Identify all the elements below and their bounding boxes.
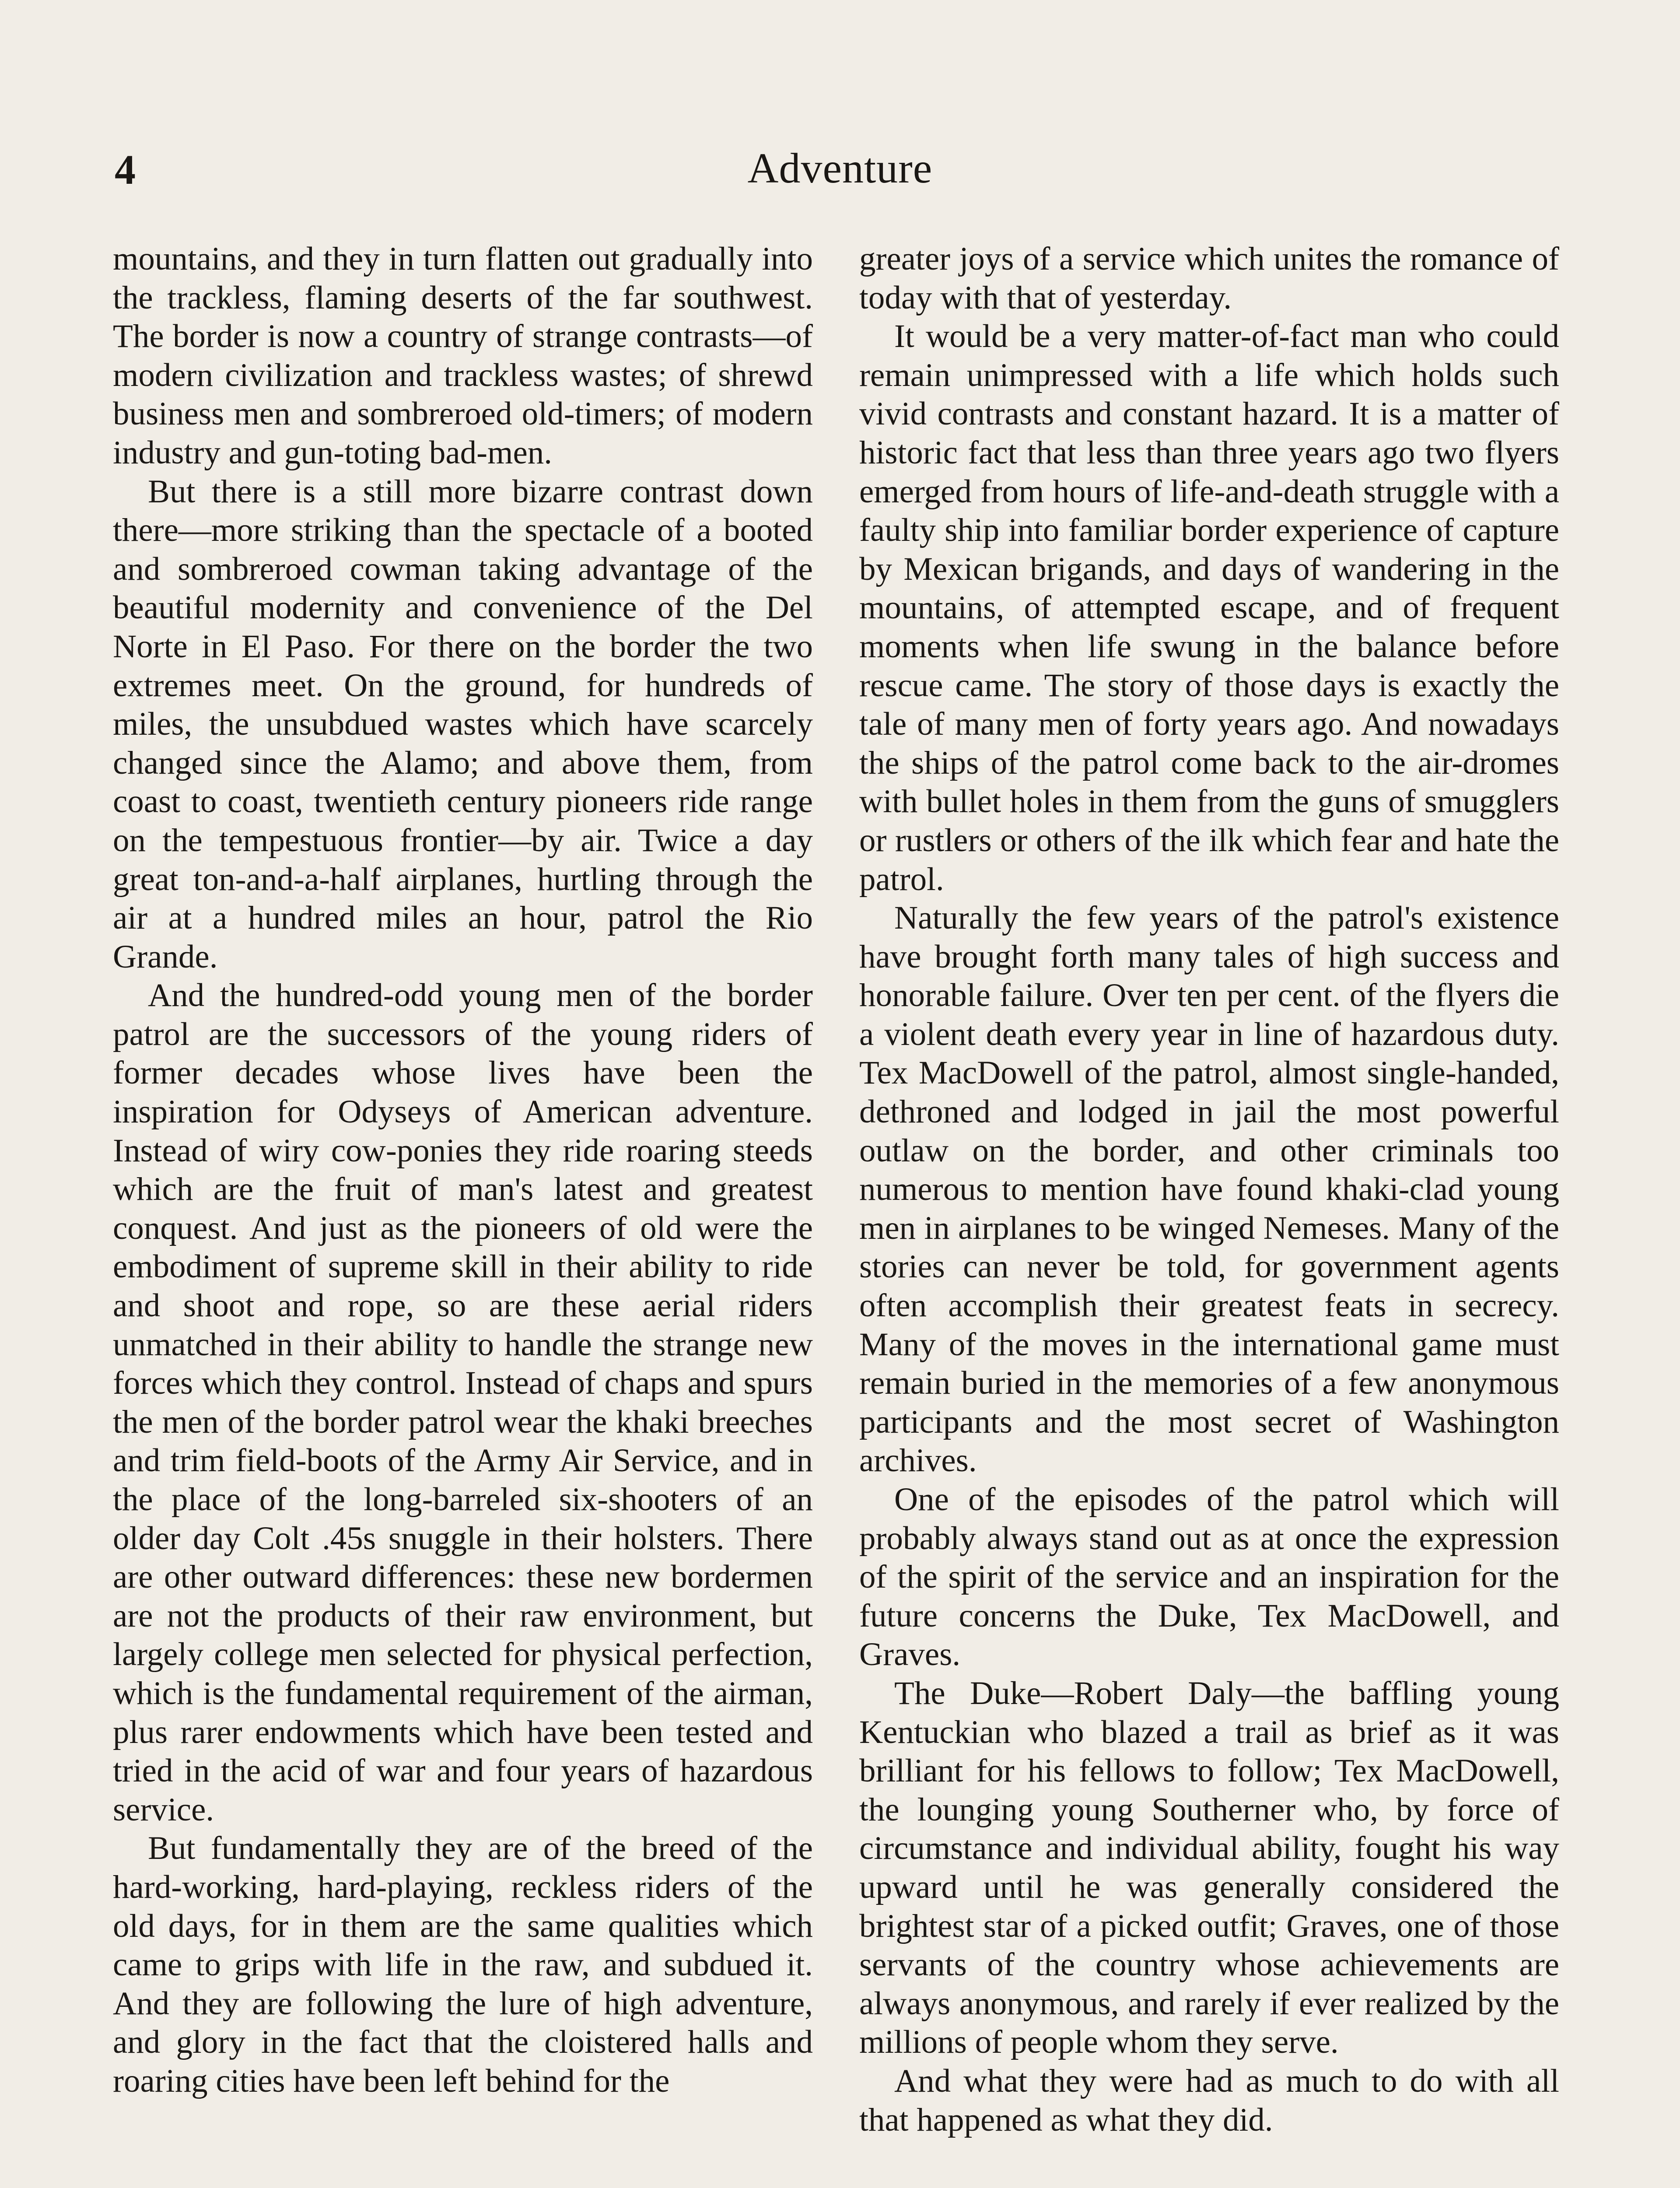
- paragraph: But fundamentally they are of the breed of the hard-working, hard-playing, reckless riders of the old days, for in them are the same qualities which came to grips with life in the raw, and subdued it. And they are following the lure of high adventure, and glory in the fact that the cloistered halls and roaring cities have been left behind for the: [113, 1830, 813, 2099]
- paragraph: greater joys of a service which unites the romance of today with that of yesterday.: [859, 241, 1559, 316]
- left-column: [113, 240, 813, 2101]
- paragraph: It would be a very matter-of-fact man who could remain unimpressed with a life which holds such vivid contrasts and constant hazard. It is a matter of historic fact that less than three years ago two flyers emerged from hours of life-and-death struggle with a faulty ship into familiar border experience of capture by Mexican brigands, and days of wandering in the mountains, of attempted escape, and of frequent moments when life swung in the balance before rescue came. The story of those days is exactly the tale of many men of forty years ago. And nowadays the ships of the patrol come back to the air-dromes with bullet holes in them from the guns of smugglers or rustlers or others of the ilk which fear and hate the patrol.: [859, 318, 1559, 898]
- page-number: 4: [115, 146, 136, 193]
- paragraph: mountains, and they in turn flatten out gradually into the trackless, flaming deserts of the far southwest. The border is now a country of strange contrasts—of modern civilization and trackless wastes; of shrewd business men and sombreroed old-timers; of modern industry and gun-toting bad-men.: [113, 241, 813, 471]
- paragraph: Naturally the few years of the patrol's existence have brought forth many tales of high success and honorable failure. Over ten per cent. of the flyers die a violent death every year in line of hazardous duty. Tex MacDowell of the patrol, almost single-handed, dethroned and lodged in jail the most powerful outlaw on the border, and other criminals too numerous to mention have found khaki-clad young men in airplanes to be winged Nemeses. Many of the stories can never be told, for government agents often accomplish their greatest feats in secrecy. Many of the moves in the international game must remain buried in the memories of a few anonymous participants and the most secret of Washington archives.: [859, 900, 1559, 1479]
- running-head: Adventure: [747, 145, 933, 192]
- paragraph: And the hundred-odd young men of the border patrol are the successors of the young riders of former decades whose lives have been the inspiration for Odyseys of American adventure. Instead of wiry cow-ponies they ride roaring steeds which are the fruit of man's latest and greatest conquest. And just as the pioneers of old were the embodiment of supreme skill in their ability to ride and shoot and rope, so are these aerial riders unmatched in their ability to handle the strange new forces which they control. Instead of chaps and spurs the men of the border patrol wear the khaki breeches and trim field-boots of the Army Air Service, and in the place of the long-barreled six-shooters of an older day Colt .45s snuggle in their holsters. There are other outward differences: these new bordermen are not the products of their raw environment, but largely college men selected for physical perfection, which is the fundamental requirement of the airman, plus rarer endowments which have been tested and tried in the acid of war and four years of hazardous service.: [113, 977, 813, 1828]
- paragraph: But there is a still more bizarre contrast down there—more striking than the spectacle of a booted and sombreroed cowman taking advantage of the beautiful modernity and convenience of the Del Norte in El Paso. For there on the border the two extremes meet. On the ground, for hundreds of miles, the unsubdued wastes which have scarcely changed since the Alamo; and above them, from coast to coast, twentieth century pioneers ride range on the tempestuous frontier—by air. Twice a day great ton-and-a-half airplanes, hurtling through the air at a hundred miles an hour, patrol the Rio Grande.: [113, 473, 813, 975]
- paragraph: The Duke—Robert Daly—the baffling young Kentuckian who blazed a trail as brief as it was brilliant for his fellows to follow; Tex MacDowell, the lounging young Southerner who, by force of circumstance and individual ability, fought his way upward until he was generally considered the brightest star of a picked outfit; Graves, one of those servants of the country whose achievements are always anonymous, and rarely if ever realized by the millions of people whom they serve.: [859, 1675, 1559, 2061]
- paragraph: One of the episodes of the patrol which will probably always stand out as at once the expression of the spirit of the service and an inspiration for the future concerns the Duke, Tex MacDowell, and Graves.: [859, 1481, 1559, 1673]
- right-column: [859, 240, 1559, 2139]
- paragraph: And what they were had as much to do with all that happened as what they did.: [859, 2062, 1559, 2138]
